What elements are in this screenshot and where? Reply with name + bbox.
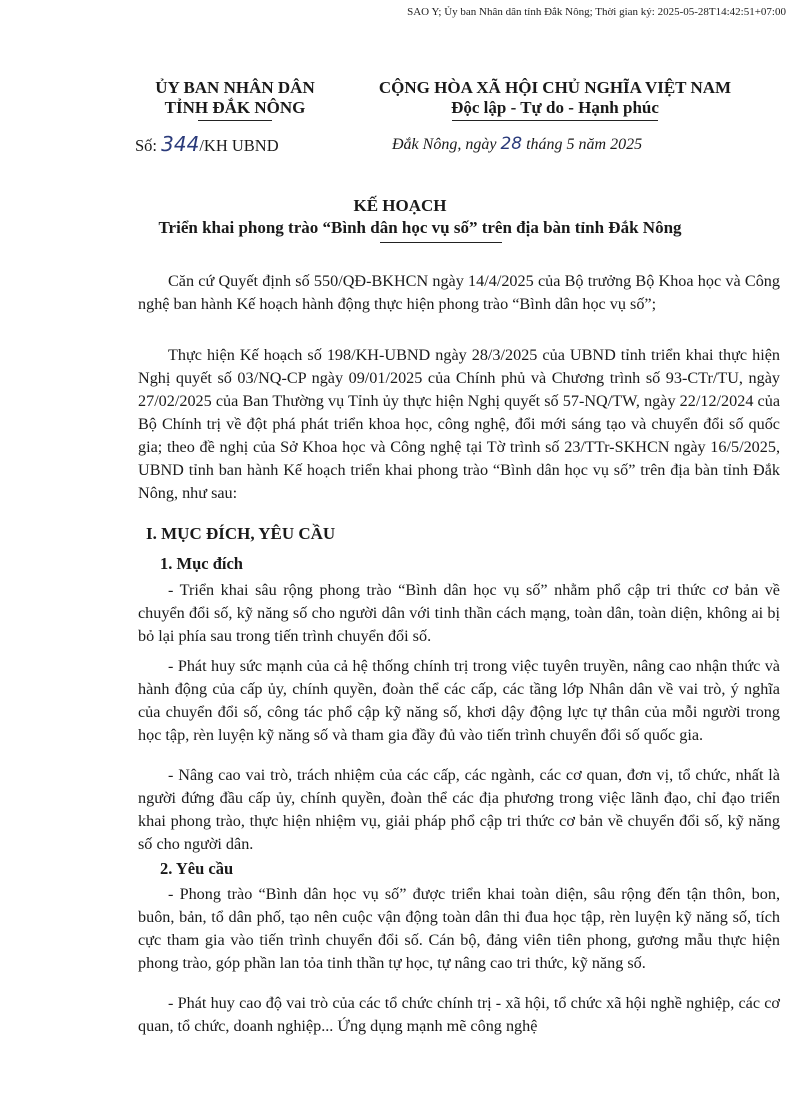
requirement-item-2: - Phát huy cao độ vai trò của các tổ chức chính trị - xã hội, tổ chức xã hội nghề nghiệp, các cơ quan, tổ chức, doanh nghiệp... Ứng dụng mạnh mẽ công nghệ	[138, 994, 780, 1035]
document-number-value: 344	[161, 132, 200, 156]
subsection-heading-requirements: 2. Yêu cầu	[160, 859, 234, 878]
document-subject: Triển khai phong trào “Bình dân học vụ số” trên địa bàn tỉnh Đắk Nông	[158, 218, 682, 237]
digital-signature-stamp: SAO Y; Ủy ban Nhân dân tỉnh Đắk Nông; Thời gian ký: 2025-05-28T14:42:51+07:00	[407, 6, 786, 18]
document-type-title: KẾ HOẠCH	[353, 196, 447, 215]
paragraph-legal-basis: Căn cứ Quyết định số 550/QĐ-BKHCN ngày 14/4/2025 của Bộ trưởng Bộ Khoa học và Công nghệ ban hành Kế hoạch hành động thực hiện phong trào “Bình dân học vụ số”;	[138, 272, 780, 313]
requirement-item-1: - Phong trào “Bình dân học vụ số” được triển khai toàn diện, sâu rộng đến tận thôn, bon, buôn, bản, tổ dân phố, tạo nên cuộc vận động toàn dân thi đua học tập, rèn luyện kỹ năng số, tích cực tham gia vào tiến trình chuyển đổi số. Cán bộ, đảng viên tiên phong, gương mẫu thực hiện phong trào, góp phần lan tỏa tinh thần tự học, tự nâng cao tri thức, kỹ năng số.	[138, 885, 780, 972]
purpose-item-2: - Phát huy sức mạnh của cả hệ thống chính trị trong việc tuyên truyền, nâng cao nhận thức và hành động của cấp ủy, chính quyền, đoàn thể các cấp, các tầng lớp Nhân dân về vai trò, ý nghĩa của chuyển đổi số, công tác phổ cập kỹ năng số, khơi dậy động lực tự thân của mỗi người trong học tập, rèn luyện kỹ năng số và tham gia đầy đủ vào tiến trình chuyển đổi số quốc gia.	[138, 657, 780, 744]
section-heading-purpose-requirements: I. MỤC ĐÍCH, YÊU CẦU	[146, 524, 336, 543]
date-prefix: Đắk Nông, ngày	[392, 136, 497, 153]
issuing-agency-line1: ỦY BAN NHÂN DÂN	[155, 78, 315, 97]
date-day: 28	[500, 134, 523, 154]
document-number-suffix: /KH UBND	[199, 136, 279, 155]
document-number-prefix: Số:	[135, 136, 158, 155]
issuing-agency-line2: TỈNH ĐẮK NÔNG	[164, 98, 306, 117]
document-number	[135, 132, 279, 156]
document-date	[392, 134, 642, 154]
purpose-item-3: - Nâng cao vai trò, trách nhiệm của các cấp, các ngành, các cơ quan, đơn vị, tổ chức, nhất là người đứng đầu cấp ủy, chính quyền, đoàn thể các địa phương trong việc lãnh đạo, chỉ đạo triển khai phong trào, thực hiện nhiệm vụ, giải pháp phổ cập tri thức cơ bản về chuyển đổi số, kỹ năng số cho người dân.	[138, 766, 780, 853]
subsection-heading-purpose: 1. Mục đích	[160, 554, 243, 573]
purpose-item-1: - Triển khai sâu rộng phong trào “Bình dân học vụ số” nhằm phổ cập tri thức cơ bản về chuyển đổi số, kỹ năng số cho người dân với tinh thần cách mạng, toàn dân, toàn diện, không ai bị bỏ lại phía sau trong tiến trình chuyển đổi số.	[138, 581, 780, 645]
nation-motto: Độc lập - Tự do - Hạnh phúc	[451, 98, 659, 117]
paragraph-implementation: Thực hiện Kế hoạch số 198/KH-UBND ngày 28/3/2025 của UBND tỉnh triển khai thực hiện Nghị quyết số 03/NQ-CP ngày 09/01/2025 của Chính phủ và Chương trình số 93-CTr/TU, ngày 27/02/2025 của Ban Thường vụ Tỉnh ủy thực hiện Nghị quyết số 57-NQ/TW, ngày 22/12/2024 của Bộ Chính trị về đột phá phát triển khoa học, công nghệ, đổi mới sáng tạo và chuyển đổi số quốc gia; theo đề nghị của Sở Khoa học và Công nghệ tại Tờ trình số 23/TTr-SKHCN ngày 16/5/2025, UBND tỉnh ban hành Kế hoạch triển khai phong trào “Bình dân học vụ số” trên địa bàn tỉnh Đắk Nông, như sau:	[138, 346, 780, 502]
motto-underline	[452, 120, 658, 121]
agency-underline	[198, 120, 272, 121]
subject-underline	[380, 242, 502, 243]
date-suffix: tháng 5 năm 2025	[526, 136, 643, 153]
nation-title: CỘNG HÒA XÃ HỘI CHỦ NGHĨA VIỆT NAM	[378, 78, 732, 97]
